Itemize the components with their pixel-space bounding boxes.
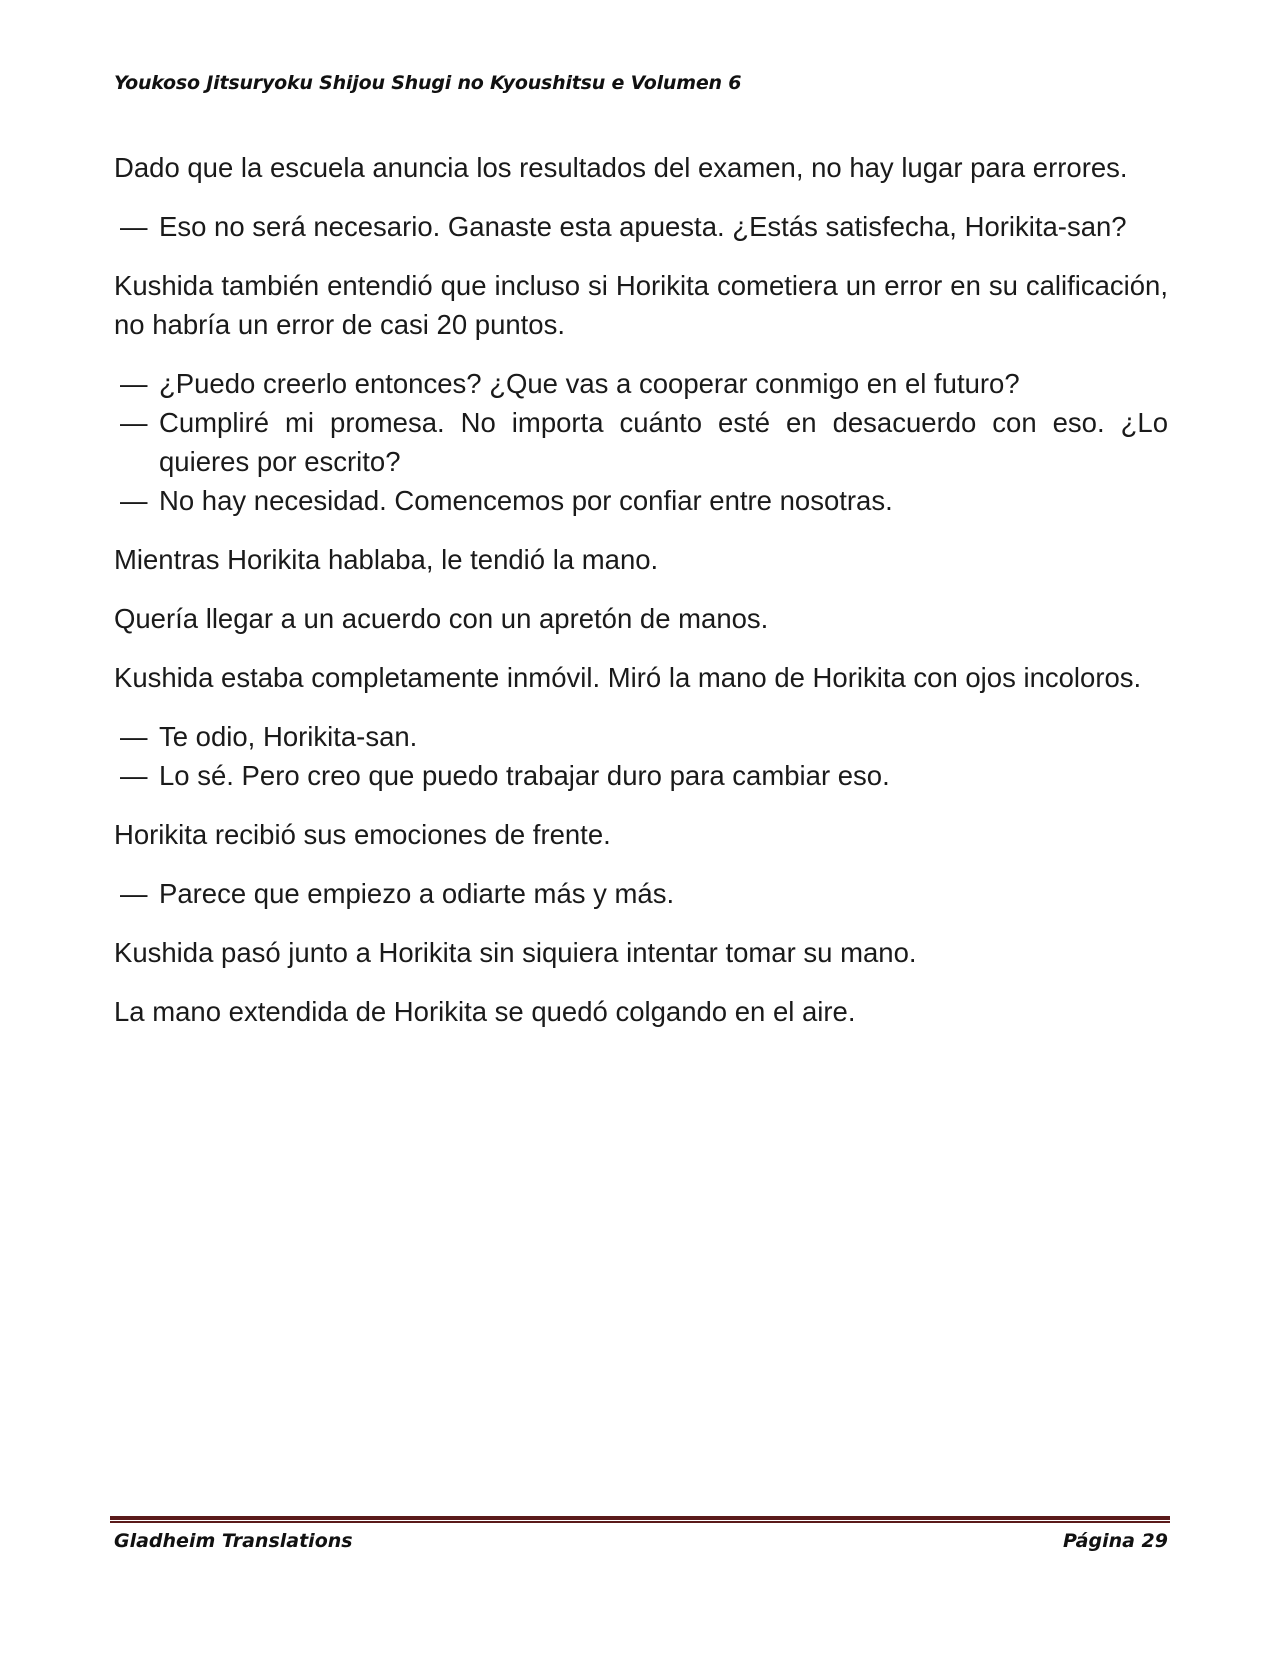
dialogue-line [114, 207, 1168, 246]
dialogue-text: Lo sé. Pero creo que puedo trabajar duro para cambiar eso. [159, 760, 890, 791]
em-dash: — [120, 721, 148, 752]
dialogue-line [114, 874, 1168, 913]
em-dash: — [120, 878, 148, 909]
running-header-title: Youkoso Jitsuryoku Shijou Shugi no Kyoushitsu e Volumen 6 [114, 72, 742, 94]
dialogue-text: No hay necesidad. Comencemos por confiar entre nosotras. [159, 485, 893, 516]
dialogue-text: Cumpliré mi promesa. No importa cuánto esté en desacuerdo con eso. ¿Lo quieres por escrito? [159, 407, 1168, 477]
em-dash: — [120, 485, 148, 516]
paragraph: Quería llegar a un acuerdo con un apretón de manos. [114, 603, 769, 634]
footer-divider [110, 1516, 1170, 1524]
footer-credit: Gladheim Translations [114, 1530, 353, 1552]
dialogue-line [114, 717, 1168, 756]
paragraph: Kushida también entendió que incluso si Horikita cometiera un error en su calificación, no habría un error de casi 20 puntos. [114, 270, 1168, 340]
dialogue-group [114, 364, 1168, 520]
paragraph: Dado que la escuela anuncia los resultados del examen, no hay lugar para errores. [114, 152, 1128, 183]
paragraph: Mientras Horikita hablaba, le tendió la mano. [114, 544, 659, 575]
dialogue-group [114, 874, 1168, 913]
dialogue-text: Eso no será necesario. Ganaste esta apuesta. ¿Estás satisfecha, Horikita-san? [159, 211, 1127, 242]
em-dash: — [120, 407, 148, 438]
dialogue-group [114, 717, 1168, 795]
dialogue-text: Te odio, Horikita-san. [159, 721, 418, 752]
dialogue-text: ¿Puedo creerlo entonces? ¿Que vas a cooperar conmigo en el futuro? [159, 368, 1020, 399]
em-dash: — [120, 211, 148, 242]
em-dash: — [120, 760, 148, 791]
body-text [114, 148, 1168, 1051]
dialogue-line [114, 756, 1168, 795]
em-dash: — [120, 368, 148, 399]
dialogue-text: Parece que empiezo a odiarte más y más. [159, 878, 675, 909]
paragraph: Kushida estaba completamente inmóvil. Miró la mano de Horikita con ojos incoloros. [114, 662, 1142, 693]
paragraph: La mano extendida de Horikita se quedó colgando en el aire. [114, 996, 856, 1027]
paragraph: Kushida pasó junto a Horikita sin siquiera intentar tomar su mano. [114, 937, 917, 968]
footer-divider-thin [110, 1521, 1170, 1523]
paragraph: Horikita recibió sus emociones de frente. [114, 819, 611, 850]
page-number: Página 29 [1062, 1530, 1168, 1552]
dialogue-line [114, 403, 1168, 481]
dialogue-line [114, 481, 1168, 520]
dialogue-line [114, 364, 1168, 403]
dialogue-group [114, 207, 1168, 246]
